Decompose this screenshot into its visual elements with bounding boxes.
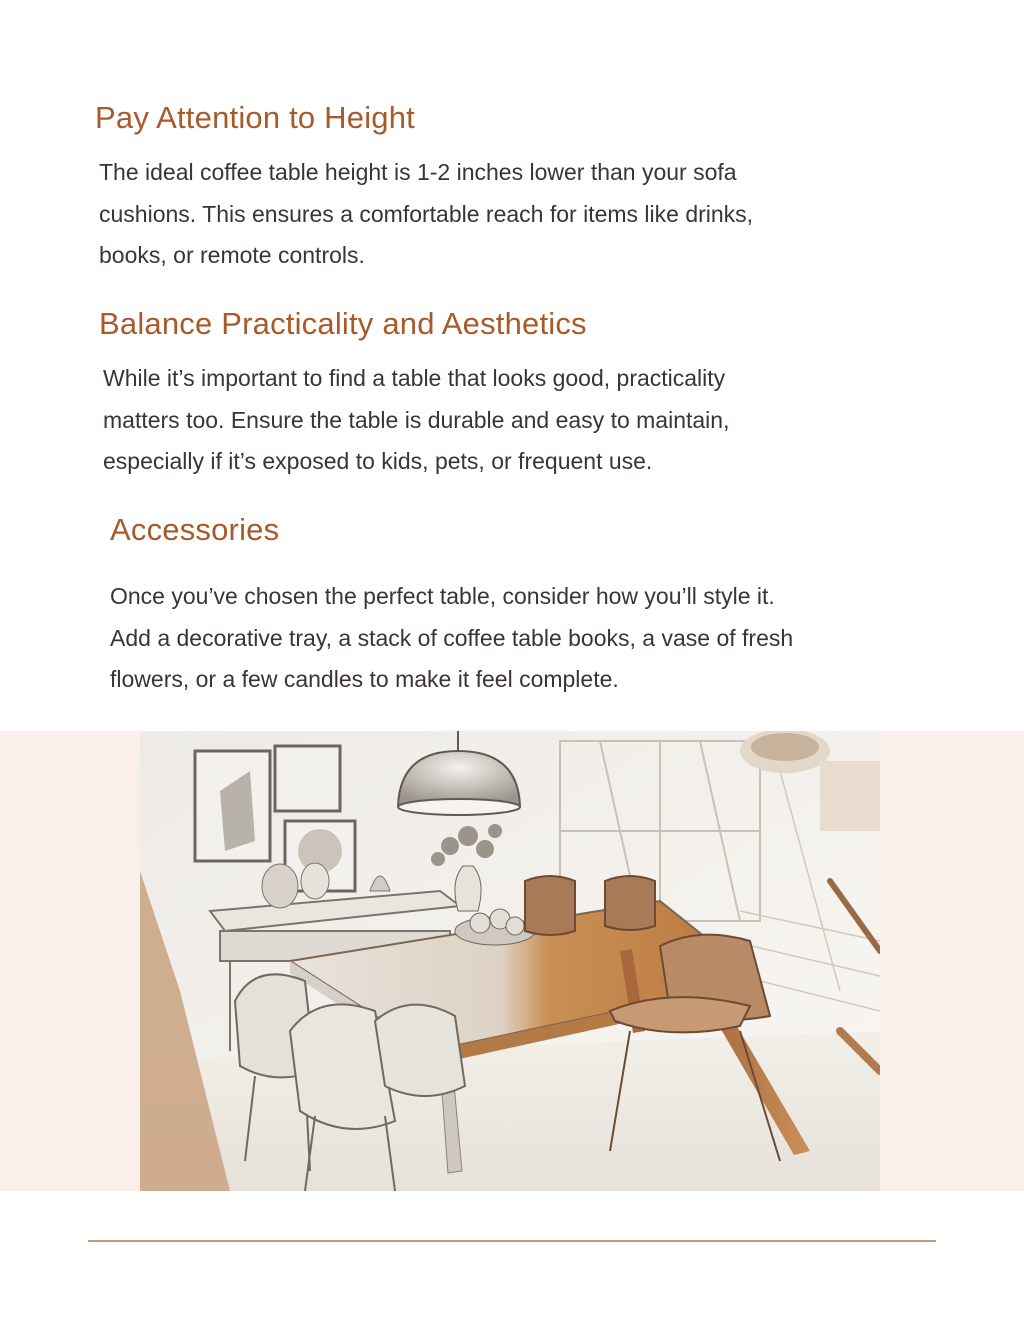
footer-divider	[88, 1240, 936, 1242]
heading-pay-attention-to-height: Pay Attention to Height	[95, 100, 415, 135]
dining-room-illustration	[140, 731, 880, 1191]
heading-balance-practicality: Balance Practicality and Aesthetics	[99, 306, 587, 341]
paragraph-practicality	[103, 358, 729, 483]
paragraph-height	[99, 152, 753, 277]
paragraph-line: While it’s important to find a table that looks good, practicality	[103, 365, 726, 391]
paragraph-line: books, or remote controls.	[99, 242, 365, 268]
paragraph-line: matters too. Ensure the table is durable and easy to maintain,	[103, 406, 730, 433]
paragraph-line: The ideal coffee table height is 1-2 inches lower than your sofa	[99, 159, 737, 185]
paragraph-accessories	[110, 576, 793, 701]
heading-accessories: Accessories	[110, 512, 280, 547]
vase	[455, 866, 481, 911]
cup-right	[820, 761, 880, 831]
paragraph-line: Once you’ve chosen the perfect table, consider how you’ll style it.	[110, 583, 775, 609]
paragraph-line: especially if it’s exposed to kids, pets, or frequent use.	[103, 448, 653, 474]
paragraph-line: flowers, or a few candles to make it feel complete.	[110, 666, 619, 692]
white-chair	[375, 1005, 465, 1096]
paragraph-line: Add a decorative tray, a stack of coffee table books, a vase of fresh	[110, 624, 794, 651]
paragraph-line: cushions. This ensures a comfortable reach for items like drinks,	[99, 200, 754, 227]
